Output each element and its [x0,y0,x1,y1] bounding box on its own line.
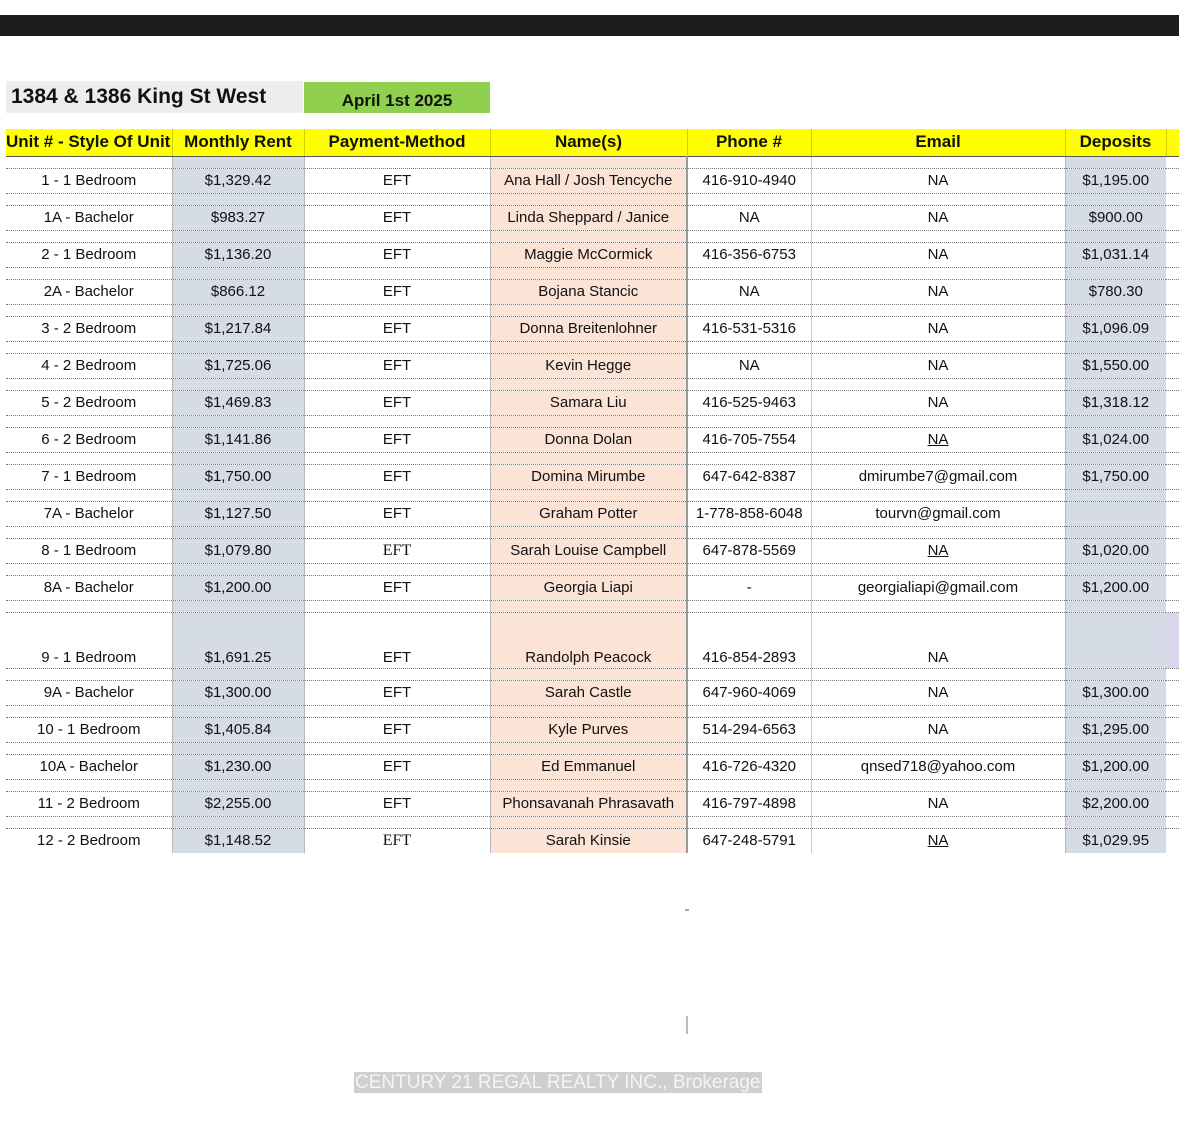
names-cell: Maggie McCormick [490,242,687,267]
unit-cell: 1 - 1 Bedroom [41,172,137,189]
spacer-row [6,489,1179,501]
names-cell: Ed Emmanuel [490,754,687,779]
payment-method-cell: EFT [382,648,412,666]
deposit-cell: $1,295.00 [1065,717,1166,742]
names-cell: Bojana Stancic [490,279,687,304]
table-row [6,575,1179,600]
names-cell: Sarah Castle [490,680,687,705]
rent-cell: $1,136.20 [172,242,304,267]
names-cell: Phonsavanah Phrasavath [490,791,687,816]
phone-cell: 416-531-5316 [687,316,811,341]
end-cell [1166,168,1179,193]
stray-mark [685,909,689,911]
end-cell [1166,612,1179,668]
table-row [6,680,1179,705]
rent-cell: $1,079.80 [172,538,304,563]
spacer-row [6,415,1179,427]
deposit-cell: $1,750.00 [1065,464,1166,489]
email-cell: NA [811,612,1065,668]
end-cell [1166,353,1179,378]
unit-cell: 9A - Bachelor [43,684,134,701]
header-unit: Unit # - Style Of Unit [6,129,172,156]
rent-cell: $1,148.52 [172,828,304,853]
end-cell [1166,575,1179,600]
phone-cell: 647-642-8387 [687,464,811,489]
table-row [6,538,1179,563]
payment-method-cell: EFT [382,431,412,448]
date-label: April 1st 2025 [304,82,490,113]
rent-cell: $1,141.86 [172,427,304,452]
payment-method-cell: EFT [382,721,412,738]
email-cell: NA [811,205,1065,230]
end-cell [1166,205,1179,230]
deposit-cell: $1,300.00 [1065,680,1166,705]
end-cell [1166,279,1179,304]
header-rent: Monthly Rent [172,129,304,156]
header-names: Name(s) [490,129,687,156]
names-cell: Donna Dolan [490,427,687,452]
phone-cell: 416-726-4320 [687,754,811,779]
email-cell: NA [811,168,1065,193]
end-cell [1166,390,1179,415]
email-cell: NA [811,242,1065,267]
rent-cell: $1,230.00 [172,754,304,779]
names-cell: Donna Breitenlohner [490,316,687,341]
header-end [1166,129,1179,156]
deposit-cell: $1,029.95 [1065,828,1166,853]
phone-cell: 647-878-5569 [687,538,811,563]
table-row [6,464,1179,489]
spacer-row [6,230,1179,242]
spacer-row [6,526,1179,538]
payment-method-cell: EFT [382,283,412,300]
property-address-title: 1384 & 1386 King St West [6,81,303,113]
brokerage-watermark: CENTURY 21 REGAL REALTY INC., Brokerage [355,1072,761,1093]
end-cell [1166,464,1179,489]
unit-cell: 8 - 1 Bedroom [41,542,137,559]
phone-cell: NA [687,205,811,230]
deposit-cell: $2,200.00 [1065,791,1166,816]
names-cell: Linda Sheppard / Janice [490,205,687,230]
phone-cell: 514-294-6563 [687,717,811,742]
names-cell: Randolph Peacock [490,612,687,668]
email-cell: NA [811,538,1065,563]
phone-cell: 416-854-2893 [687,612,811,668]
unit-cell: 2 - 1 Bedroom [41,246,137,263]
table-row [6,205,1179,230]
phone-cell: 647-248-5791 [687,828,811,853]
table-row [6,501,1179,526]
table-row [6,828,1179,853]
spacer-row [6,341,1179,353]
table-row [6,242,1179,267]
deposit-cell: $1,024.00 [1065,427,1166,452]
email-cell: NA [811,353,1065,378]
payment-method-cell: EFT [382,684,412,701]
phone-cell: - [687,575,811,600]
phone-cell: NA [687,353,811,378]
spacer-row [6,563,1179,575]
names-cell: Sarah Kinsie [490,828,687,853]
table-row [6,168,1179,193]
table-row [6,791,1179,816]
unit-cell: 5 - 2 Bedroom [41,394,137,411]
spacer-row [6,267,1179,279]
spacer-row [6,779,1179,791]
deposit-cell: $1,200.00 [1065,575,1166,600]
table-body [6,156,1179,853]
header-email: Email [811,129,1065,156]
email-cell: NA [811,316,1065,341]
email-cell: NA [811,791,1065,816]
payment-method-cell: EFT [382,541,412,559]
phone-cell: 416-797-4898 [687,791,811,816]
table-row [6,612,1179,668]
spacer-row [6,193,1179,205]
table-row [6,353,1179,378]
payment-method-cell: EFT [382,758,412,775]
spacer-row [6,600,1179,612]
deposit-cell: $1,096.09 [1065,316,1166,341]
unit-cell: 10A - Bachelor [39,758,138,775]
spacer-row [6,668,1179,680]
payment-method-cell: EFT [382,505,412,522]
rent-cell: $1,127.50 [172,501,304,526]
payment-method-cell: EFT [382,795,412,812]
names-cell: Kevin Hegge [490,353,687,378]
payment-method-cell: EFT [382,579,412,596]
end-cell [1166,754,1179,779]
spacer-row [6,156,1179,168]
unit-cell: 9 - 1 Bedroom [41,648,137,666]
names-cell: Domina Mirumbe [490,464,687,489]
phone-cell: 416-705-7554 [687,427,811,452]
spacer-row [6,452,1179,464]
table-row [6,316,1179,341]
payment-method-cell: EFT [382,246,412,263]
email-cell: qnsed718@yahoo.com [811,754,1065,779]
payment-method-cell: EFT [382,172,412,189]
rent-cell: $1,329.42 [172,168,304,193]
names-cell: Kyle Purves [490,717,687,742]
table-row [6,717,1179,742]
unit-cell: 8A - Bachelor [43,579,134,596]
rent-cell: $1,200.00 [172,575,304,600]
names-cell: Ana Hall / Josh Tencyche [490,168,687,193]
names-cell: Sarah Louise Campbell [490,538,687,563]
end-cell [1166,717,1179,742]
unit-cell: 10 - 1 Bedroom [37,721,141,738]
phone-cell: 1-778-858-6048 [687,501,811,526]
email-cell: NA [811,680,1065,705]
end-cell [1166,242,1179,267]
deposit-cell: $1,550.00 [1065,353,1166,378]
deposit-cell [1065,501,1166,526]
payment-method-cell: EFT [382,468,412,485]
unit-cell: 6 - 2 Bedroom [41,431,137,448]
end-cell [1166,538,1179,563]
table-row [6,427,1179,452]
rent-cell: $1,750.00 [172,464,304,489]
rent-roll-table [6,129,1179,853]
end-cell [1166,501,1179,526]
email-cell: NA [811,717,1065,742]
payment-method-cell: EFT [382,831,412,849]
payment-method-cell: EFT [382,357,412,374]
email-cell: NA [811,390,1065,415]
phone-cell: 647-960-4069 [687,680,811,705]
stray-line [686,1016,688,1034]
deposit-cell: $1,020.00 [1065,538,1166,563]
deposit-cell: $1,200.00 [1065,754,1166,779]
unit-cell: 7A - Bachelor [43,505,134,522]
payment-method-cell: EFT [382,394,412,411]
end-cell [1166,791,1179,816]
header-payment-method: Payment-Method [304,129,490,156]
table-row [6,279,1179,304]
phone-cell: 416-525-9463 [687,390,811,415]
names-cell: Samara Liu [490,390,687,415]
rent-cell: $1,405.84 [172,717,304,742]
unit-cell: 4 - 2 Bedroom [41,357,137,374]
spacer-row [6,742,1179,754]
phone-cell: 416-910-4940 [687,168,811,193]
rent-cell: $1,217.84 [172,316,304,341]
email-cell: NA [811,427,1065,452]
table-row [6,390,1179,415]
rent-cell: $1,300.00 [172,680,304,705]
unit-cell: 11 - 2 Bedroom [37,795,140,812]
rent-cell: $1,469.83 [172,390,304,415]
email-cell: georgialiapi@gmail.com [811,575,1065,600]
end-cell [1166,316,1179,341]
header-deposits: Deposits [1065,129,1166,156]
names-cell: Graham Potter [490,501,687,526]
email-cell: NA [811,828,1065,853]
end-cell [1166,828,1179,853]
payment-method-cell: EFT [382,209,412,226]
rent-cell: $866.12 [172,279,304,304]
deposit-cell: $780.30 [1065,279,1166,304]
table-row [6,754,1179,779]
header-phone: Phone # [687,129,811,156]
payment-method-cell: EFT [382,320,412,337]
email-cell: dmirumbe7@gmail.com [811,464,1065,489]
end-cell [1166,680,1179,705]
unit-cell: 12 - 2 Bedroom [37,832,141,850]
spacer-row [6,816,1179,828]
spacer-row [6,304,1179,316]
deposit-cell: $1,195.00 [1065,168,1166,193]
deposit-cell: $1,318.12 [1065,390,1166,415]
deposit-cell: $900.00 [1065,205,1166,230]
rent-cell: $2,255.00 [172,791,304,816]
deposit-cell: $1,031.14 [1065,242,1166,267]
header-row [6,129,1179,156]
deposit-cell [1065,612,1166,668]
email-cell: tourvn@gmail.com [811,501,1065,526]
rent-cell: $1,725.06 [172,353,304,378]
names-cell: Georgia Liapi [490,575,687,600]
end-cell [1166,427,1179,452]
unit-cell: 1A - Bachelor [43,209,134,226]
unit-cell: 7 - 1 Bedroom [41,468,137,485]
rent-cell: $983.27 [172,205,304,230]
phone-cell: 416-356-6753 [687,242,811,267]
rent-cell: $1,691.25 [172,612,304,668]
unit-cell: 2A - Bachelor [43,283,134,300]
spacer-row [6,705,1179,717]
top-dark-bar [0,15,1179,36]
email-cell: NA [811,279,1065,304]
spacer-row [6,378,1179,390]
unit-cell: 3 - 2 Bedroom [41,320,137,337]
phone-cell: NA [687,279,811,304]
